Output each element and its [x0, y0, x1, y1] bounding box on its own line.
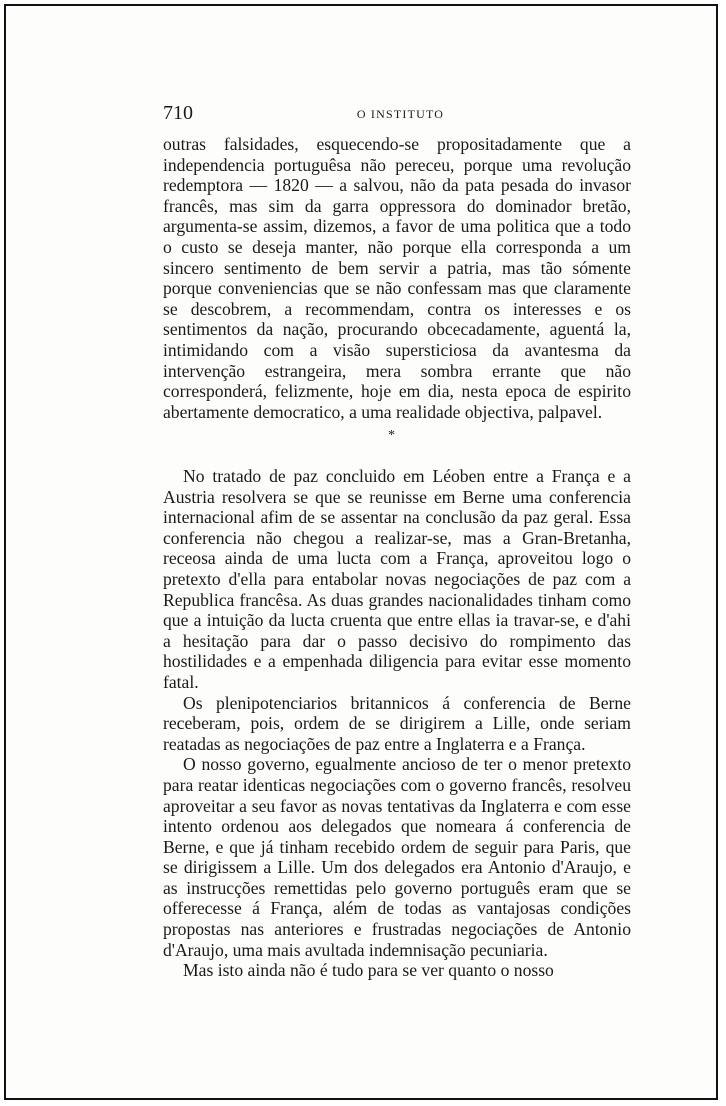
- paragraph: O nosso governo, egualmente ancioso de ter o menor pretexto para reatar identicas negociações com o governo francês, resolveu aproveitar a seu favor as novas tentativas da Inglaterra e com esse intento ordenou aos delegados que nomeara á conferencia de Berne, e que já tinham recebido ordem de seguir para Paris, que se dirigissem a Lille. Um dos delegados era Antonio d'Araujo, e as instrucções remettidas pelo governo português eram que se offerecesse á França, além de todas as vantajosas condições propostas nas anteriores e frustradas negociações de Antonio d'Araujo, uma mais avultada indemnisação pecuniaria.: [163, 754, 631, 960]
- page-header: [163, 102, 638, 126]
- text-block-upper: [163, 134, 631, 422]
- running-title: O INSTITUTO: [356, 107, 445, 121]
- paragraph: No tratado de paz concluido em Léoben entre a França e a Austria resolvera se que se reunisse em Berne uma conferencia internacional afim de se assentar na conclusão da paz geral. Essa conferencia não chegou a realizar-se, mas a Gran-Bretanha, receosa ainda de uma lucta com a França, aproveitou logo o pretexto d'ella para entabolar novas negociações de paz com a Republica francêsa. As duas grandes nacionalidades tinham como que a intuição da lucta cruenta que entre ellas ia travar-se, e d'ahi a hesitação para dar o passo decisivo do rompimento das hostilidades e a empenhada diligencia para evitar esse momento fatal.: [163, 466, 631, 692]
- section-separator-asterisk: *: [388, 428, 395, 443]
- paragraph: outras falsidades, esquecendo-se propositadamente que a independencia portuguêsa não pereceu, porque uma revolução redemptora — 1820 — a salvou, não da pata pesada do invasor francês, mas sim da garra oppressora do dominador bretão, argumenta-se assim, dizemos, a favor de uma politica que a todo o custo se deseja manter, não porque ella corresponda a um sincero sentimento de bem servir a patria, mas tão sómente porque conveniencias que se não confessam mas que claramente se descobrem, a recommendam, contra os interesses e os sentimentos da nação, procurando obcecadamente, aguentá la, intimidando com a visão supersticiosa da avantesma da intervenção estrangeira, mera sombra errante que não corresponderá, felizmente, hoje em dia, nesta epoca de espirito abertamente democratico, a uma realidade objectiva, palpavel.: [163, 134, 631, 422]
- paragraph: Mas isto ainda não é tudo para se ver quanto o nosso: [183, 960, 554, 981]
- paragraph: Os plenipotenciarios britannicos á conferencia de Berne receberam, pois, ordem de se dirigirem a Lille, onde seriam reatadas as negociações de paz entre a Inglaterra e a França.: [163, 692, 631, 754]
- text-block-lower: [163, 466, 631, 981]
- page-number: 710: [163, 102, 193, 124]
